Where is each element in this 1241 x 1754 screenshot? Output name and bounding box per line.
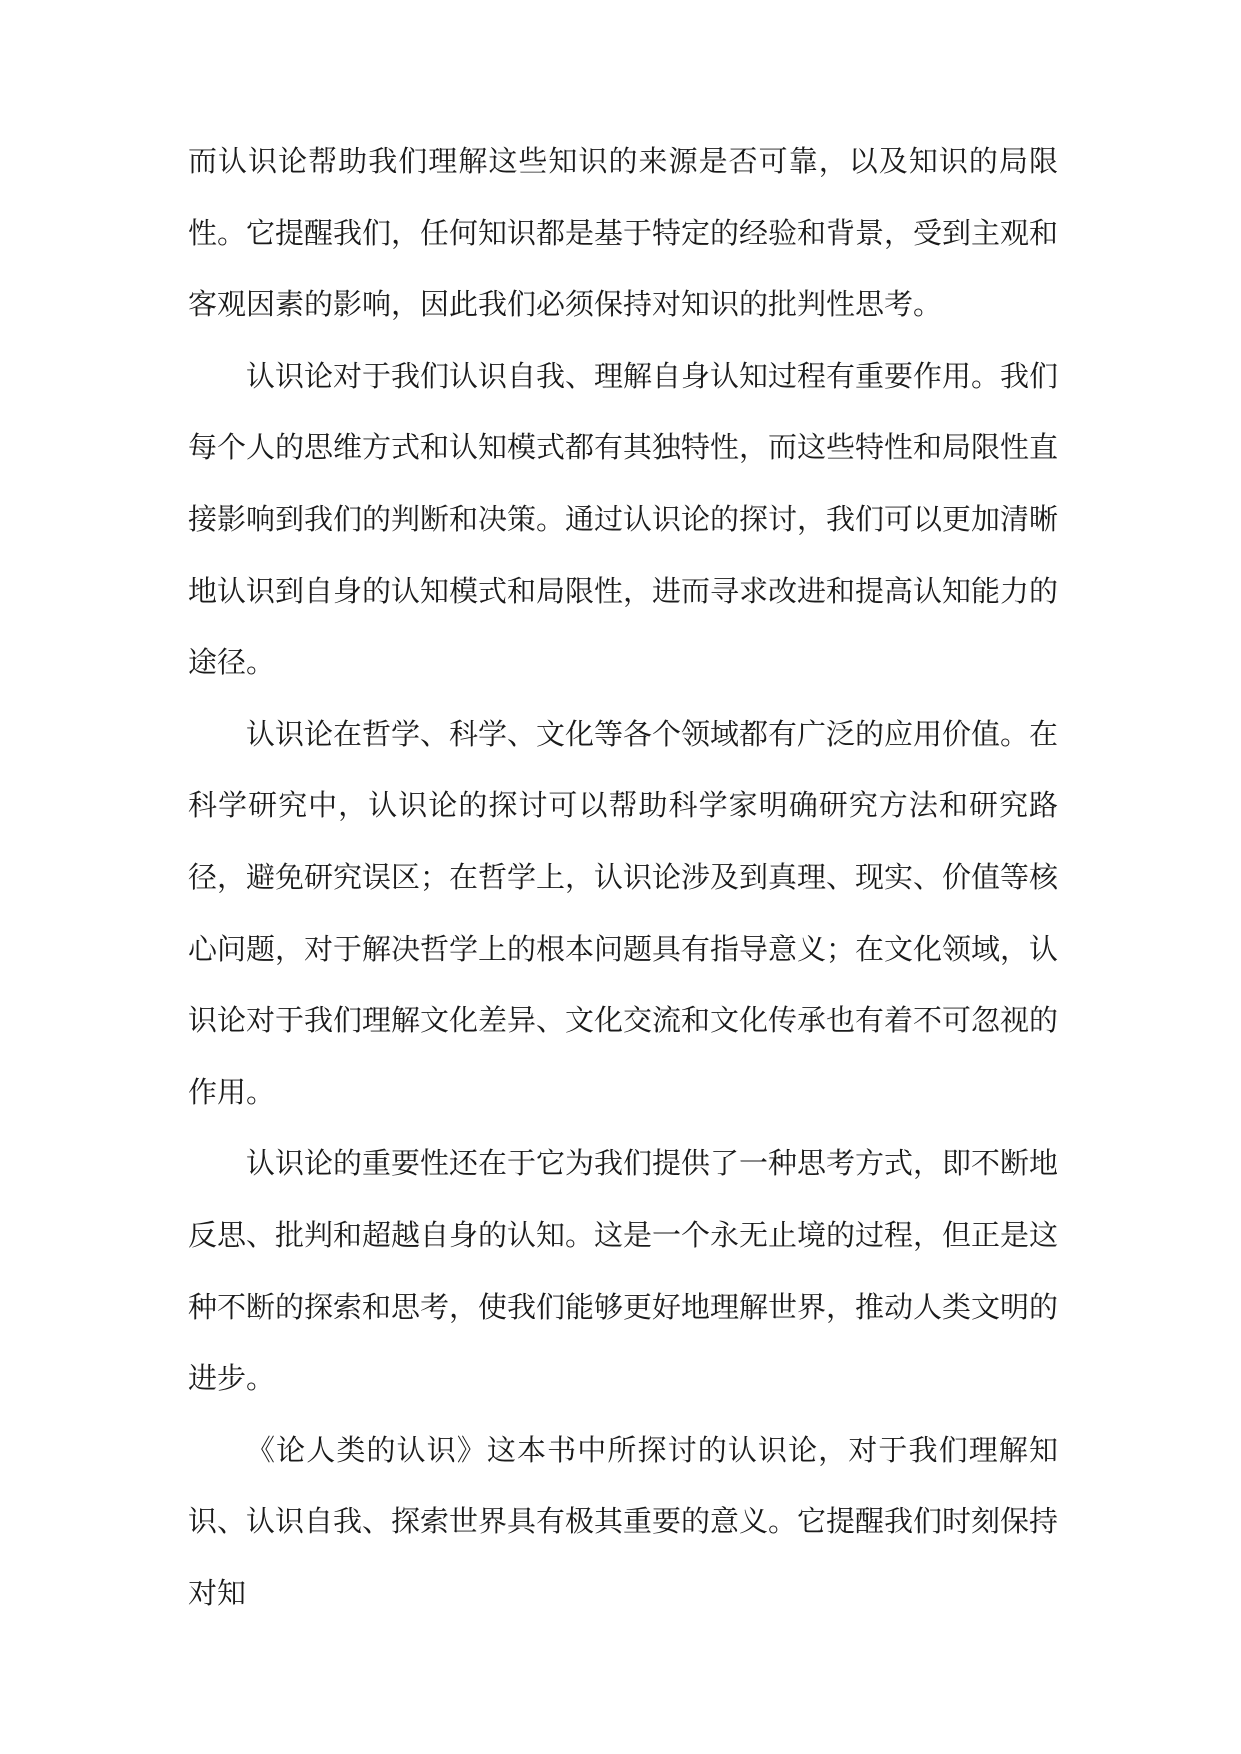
body-text [188, 126, 1058, 1629]
paragraph-2: 认识论对于我们认识自我、理解自身认知过程有重要作用。我们每个人的思维方式和认知模式都有其独特性，而这些特性和局限性直接影响到我们的判断和决策。通过认识论的探讨，我们可以更加清晰地认识到自身的认知模式和局限性，进而寻求改进和提高认知能力的途径。 [188, 358, 1059, 680]
paragraph-4: 认识论的重要性还在于它为我们提供了一种思考方式，即不断地反思、批判和超越自身的认知。这是一个永无止境的过程，但正是这种不断的探索和思考，使我们能够更好地理解世界，推动人类文明的进步。 [188, 1146, 1059, 1396]
paragraph-1: 而认识论帮助我们理解这些知识的来源是否可靠，以及知识的局限性。它提醒我们，任何知识都是基于特定的经验和背景，受到主观和客观因素的影响，因此我们必须保持对知识的批判性思考。 [188, 144, 1059, 322]
paragraph-5: 《论人类的认识》这本书中所探讨的认识论，对于我们理解知识、认识自我、探索世界具有极其重要的意义。它提醒我们时刻保持对知 [188, 1432, 1059, 1610]
paragraph-3: 认识论在哲学、科学、文化等各个领域都有广泛的应用价值。在科学研究中，认识论的探讨可以帮助科学家明确研究方法和研究路径，避免研究误区；在哲学上，认识论涉及到真理、现实、价值等核心问题，对于解决哲学上的根本问题具有指导意义；在文化领域，认识论对于我们理解文化差异、文化交流和文化传承也有着不可忽视的作用。 [188, 716, 1059, 1109]
